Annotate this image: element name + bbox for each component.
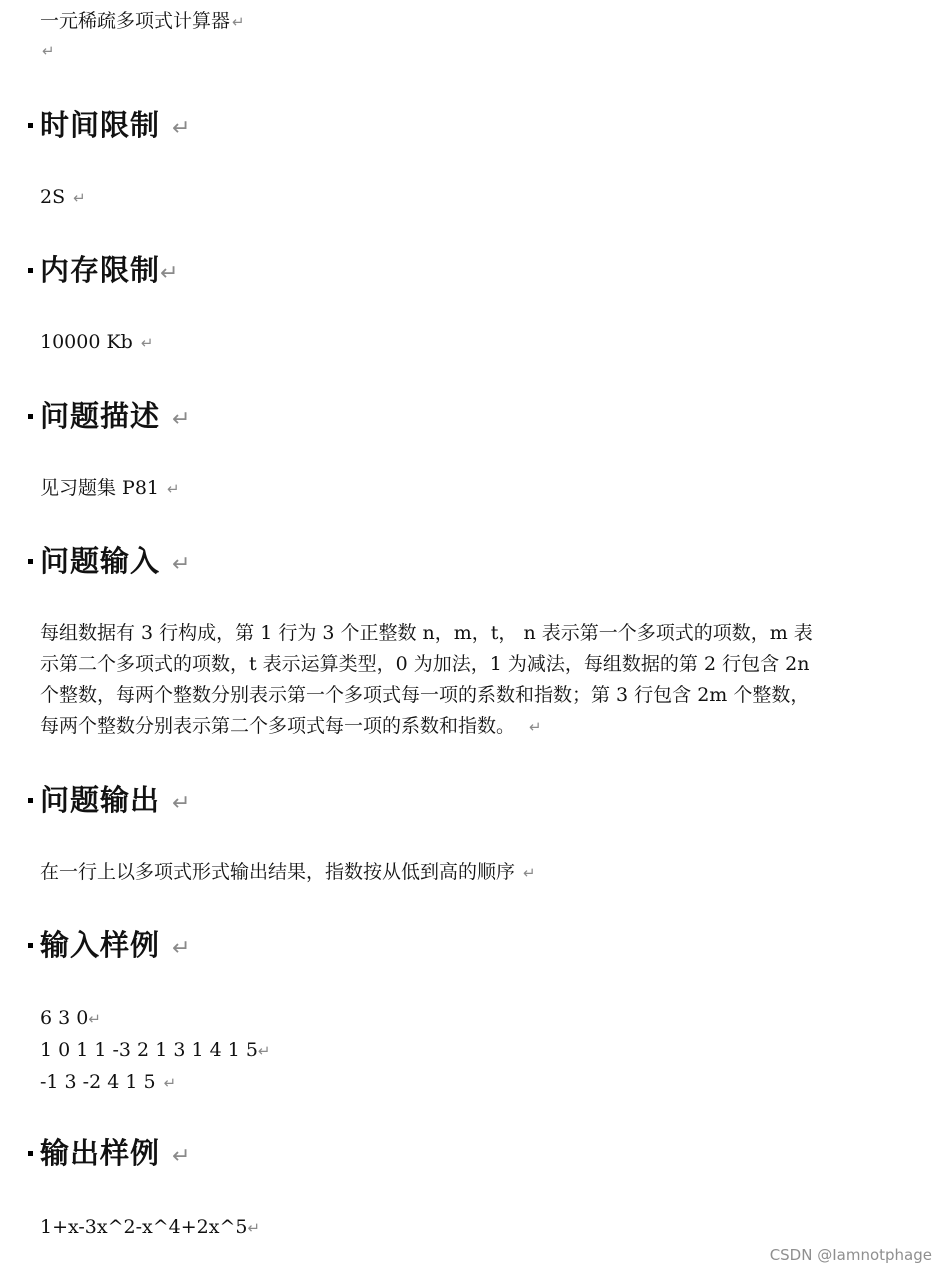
return-mark-icon: ↵ <box>232 13 245 31</box>
paragraph-line: 每组数据有 3 行构成，第 1 行为 3 个正整数 n，m，t， n 表示第一个多项式的项数，m 表 <box>40 622 813 644</box>
heading-bullet-icon <box>28 798 33 803</box>
heading-text: 输出样例 <box>40 1136 161 1170</box>
heading-text: 输入样例 <box>40 928 161 962</box>
sample-text: -1 3 -2 4 1 5 <box>40 1071 156 1093</box>
sample-output-block <box>40 1212 260 1244</box>
empty-paragraph <box>40 40 55 62</box>
return-mark-icon: ↵ <box>88 1010 101 1028</box>
return-mark-icon: ↵ <box>163 1074 177 1092</box>
heading-bullet-icon <box>28 559 33 564</box>
paragraph-text: 2S <box>40 186 66 208</box>
heading-text: 时间限制 <box>40 108 161 142</box>
return-mark-icon: ↵ <box>167 480 180 498</box>
heading-bullet-icon <box>28 268 33 273</box>
return-mark-icon: ↵ <box>172 791 192 816</box>
input-description <box>40 618 876 743</box>
heading-memory-limit <box>40 251 179 293</box>
return-mark-icon: ↵ <box>160 261 180 286</box>
sample-input-line <box>40 1035 271 1067</box>
return-mark-icon: ↵ <box>172 936 192 961</box>
return-mark-icon: ↵ <box>257 1042 271 1060</box>
paragraph-text: 每两个整数分别表示第二个多项式每一项的系数和指数。 <box>40 715 516 737</box>
heading-output <box>40 781 191 823</box>
memory-limit-value <box>40 327 153 359</box>
heading-input <box>40 542 191 584</box>
sample-input-block <box>40 1003 271 1099</box>
output-description <box>40 857 536 889</box>
heading-bullet-icon <box>28 943 33 948</box>
return-mark-icon: ↵ <box>42 42 55 60</box>
sample-text: 1 0 1 1 -3 2 1 3 1 4 1 5 <box>40 1039 258 1061</box>
paragraph-text: 10000 Kb <box>40 331 133 353</box>
return-mark-icon: ↵ <box>172 1144 192 1169</box>
watermark: CSDN @Iamnotphage <box>769 1246 932 1264</box>
document-title <box>40 8 245 35</box>
heading-bullet-icon <box>28 1151 33 1156</box>
heading-time-limit <box>40 106 191 148</box>
sample-text: 1+x-3x^2-x^4+2x^5 <box>40 1216 248 1238</box>
return-mark-icon: ↵ <box>172 116 192 141</box>
heading-sample-input <box>40 926 191 968</box>
return-mark-icon: ↵ <box>73 189 86 207</box>
description-value <box>40 473 180 505</box>
paragraph-text: 见习题集 P81 <box>40 477 160 499</box>
heading-bullet-icon <box>28 414 33 419</box>
heading-bullet-icon <box>28 123 33 128</box>
document-title-text: 一元稀疏多项式计算器 <box>40 10 231 32</box>
paragraph-line: 个整数，每两个整数分别表示第一个多项式每一项的系数和指数；第 3 行包含 2m 个整数， <box>40 684 810 706</box>
sample-text: 6 3 0 <box>40 1007 89 1029</box>
heading-text: 问题描述 <box>40 399 161 433</box>
return-mark-icon: ↵ <box>140 334 154 352</box>
return-mark-icon: ↵ <box>523 864 536 882</box>
sample-input-line <box>40 1067 271 1099</box>
return-mark-icon: ↵ <box>247 1219 261 1237</box>
heading-description <box>40 397 191 439</box>
heading-sample-output <box>40 1134 191 1176</box>
paragraph-text: 在一行上以多项式形式输出结果，指数按从低到高的顺序 <box>40 861 516 883</box>
sample-output-line <box>40 1212 260 1244</box>
return-mark-icon: ↵ <box>172 552 192 577</box>
heading-text: 内存限制 <box>40 253 161 287</box>
paragraph-line: 示第二个多项式的项数，t 表示运算类型，0 为加法，1 为减法，每组数据的第 2 行包含 2n <box>40 653 810 675</box>
sample-input-line <box>40 1003 271 1035</box>
return-mark-icon: ↵ <box>529 718 542 736</box>
return-mark-icon: ↵ <box>172 407 192 432</box>
heading-text: 问题输入 <box>40 544 161 578</box>
heading-text: 问题输出 <box>40 783 161 817</box>
time-limit-value <box>40 182 86 214</box>
paragraph-line-last <box>40 711 876 743</box>
